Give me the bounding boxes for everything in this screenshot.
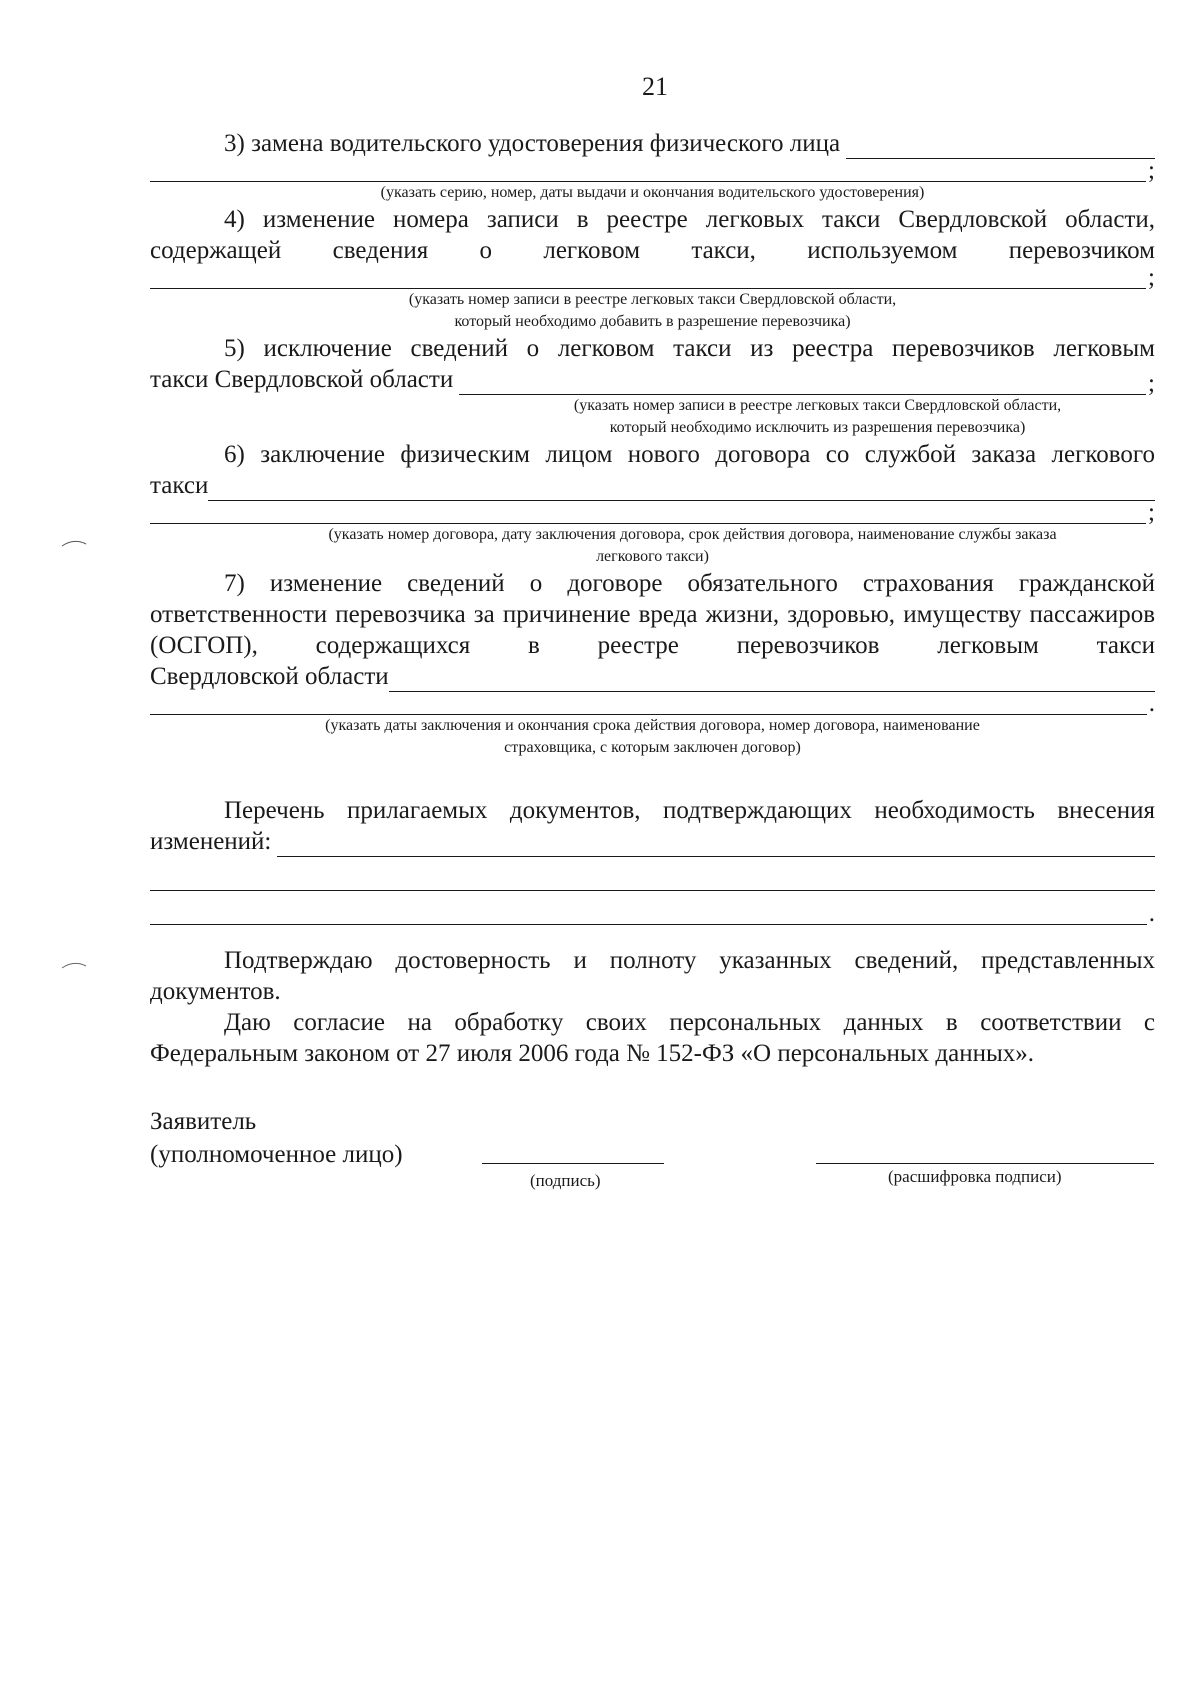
item-5-end: ; xyxy=(1148,370,1155,397)
spacer xyxy=(150,925,1155,945)
spacer xyxy=(150,1069,1155,1105)
item-5-hint2: который необходимо исключить из разрешения перевозчика) xyxy=(609,419,1026,436)
item-6-line2: такси xyxy=(150,472,209,499)
item-7-field-2[interactable] xyxy=(150,692,1147,715)
signature-field[interactable] xyxy=(482,1163,664,1164)
item-4-end: ; xyxy=(1148,264,1155,291)
item-3 xyxy=(150,128,1155,159)
item-4-hint1: (указать номер записи в реестре легковых такси Свердловской области, xyxy=(408,291,897,308)
item-6-field[interactable] xyxy=(208,478,1155,501)
item-4-field[interactable] xyxy=(150,266,1146,289)
item-3-row2 xyxy=(150,159,1155,182)
item-7-row2 xyxy=(150,692,1155,715)
attachments-text: Перечень прилагаемых документов, подтверждающих необходимость внесения xyxy=(224,797,1155,824)
item-6-field-2[interactable] xyxy=(150,501,1146,524)
confirm-text: Подтверждаю достоверность и полноту указанных сведений, представленных документов. xyxy=(150,947,1155,1005)
item-7-last: Свердловской области xyxy=(150,663,389,690)
item-5-field[interactable] xyxy=(459,372,1146,395)
item-5-line2: такси Свердловской области xyxy=(150,366,454,393)
item-7-hint2: страховщика, с которым заключен договор) xyxy=(504,739,801,756)
spacer xyxy=(150,759,1155,795)
item-4-line2: содержащей сведения о легковом такси, используемом перевозчиком xyxy=(150,237,1155,264)
document-body xyxy=(150,128,1155,1195)
item-6-hint2: легкового такси) xyxy=(596,548,709,565)
attachments-field-1[interactable] xyxy=(277,834,1155,857)
item-4-line1: 4) изменение номера записи в реестре легковых такси Свердловской области, xyxy=(224,206,1155,233)
item-6-line1: 6) заключение физическим лицом нового договора со службой заказа легкового xyxy=(224,441,1155,468)
consent-text: Даю согласие на обработку своих персональных данных в соответствии с Федеральным законом от 27 июля 2006 года № 152-ФЗ «О персональных данных». xyxy=(150,1009,1155,1067)
item-3-text: 3) замена водительского удостоверения физического лица xyxy=(224,130,841,157)
item-5-line1: 5) исключение сведений о легковом такси из реестра перевозчиков легковым xyxy=(224,335,1155,362)
item-5-hint1: (указать номер записи в реестре легковых такси Свердловской области, xyxy=(573,397,1062,414)
attachments-field-2[interactable] xyxy=(150,868,1155,891)
item-7-field[interactable] xyxy=(389,669,1155,692)
attachments-end: . xyxy=(1148,900,1155,927)
item-6-hint1: (указать номер договора, дату заключения договора, срок действия договора, наименование службы заказа xyxy=(328,526,1057,543)
item-7-hint1: (указать даты заключения и окончания срока действия договора, номер договора, наименование xyxy=(325,717,980,734)
signature-decode-caption: (расшифровка подписи) xyxy=(888,1167,1062,1186)
item-7-end: . xyxy=(1148,690,1155,717)
attachments-row3 xyxy=(150,891,1155,925)
item-4-row3 xyxy=(150,266,1155,289)
page-number: 21 xyxy=(642,72,668,101)
item-3-field[interactable] xyxy=(846,136,1155,159)
scan-mark xyxy=(60,960,90,970)
scan-mark xyxy=(60,538,90,548)
attachments-row1 xyxy=(150,826,1155,857)
applicant-label-1: Заявитель xyxy=(150,1108,257,1135)
item-3-hint: (указать серию, номер, даты выдачи и окончания водительского удостоверения) xyxy=(380,184,925,201)
item-6-row3 xyxy=(150,501,1155,524)
item-4-hint2: который необходимо добавить в разрешение перевозчика) xyxy=(454,313,851,330)
item-3-end: ; xyxy=(1148,157,1155,184)
attachments-row2 xyxy=(150,857,1155,891)
attachments-label: изменений: xyxy=(150,828,272,855)
item-6-end: ; xyxy=(1148,499,1155,526)
signature-caption: (подпись) xyxy=(530,1171,601,1190)
applicant-label xyxy=(150,1105,403,1171)
item-3-field-2[interactable] xyxy=(150,159,1146,182)
applicant-label-2: (уполномоченное лицо) xyxy=(150,1141,403,1168)
item-5-row2 xyxy=(150,364,1155,395)
item-7-text: 7) изменение сведений о договоре обязательного страхования гражданской ответственности перевозчика за причинение вреда жизни, здоровью, имуществу пассажиров (ОСГОП), содержащихся в реестре перевозчиков легковым такси xyxy=(150,570,1155,659)
signature-decode-field[interactable] xyxy=(816,1163,1154,1164)
attachments-field-3[interactable] xyxy=(150,902,1147,925)
item-6-row2 xyxy=(150,470,1155,501)
item-7-row-last xyxy=(150,661,1155,692)
signature-block xyxy=(150,1105,1155,1195)
